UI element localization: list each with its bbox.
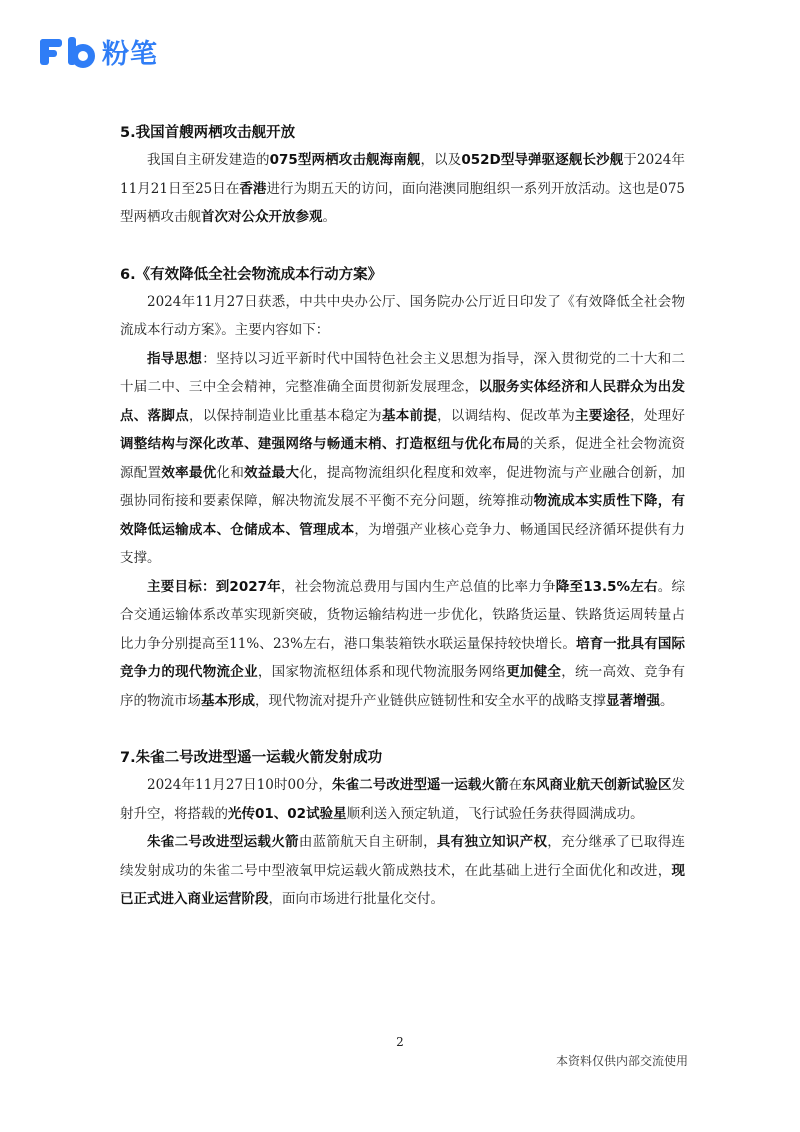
section-title: 7.朱雀二号改进型遥一运载火箭发射成功 [120,750,383,766]
bold-run: 朱雀二号改进型运载火箭 [147,834,299,850]
brand-logo [38,32,158,71]
bold-run: 指导思想 [147,350,203,367]
text-run: 。 [322,209,336,225]
footer-note: 本资料仅供内部交流使用 [555,1054,688,1068]
bold-run: 显著增强 [606,692,660,709]
paragraph [120,288,685,345]
bold-run: 以服务实体经济和人民群众为出发点、落脚点 [120,379,686,424]
bold-run: 调整结构与深化改革、建强网络与畅通末梢、打造枢纽与优化布局 [120,436,520,452]
bold-run: 东风商业航天创新试验区 [522,777,672,793]
bold-run: 朱雀二号改进型遥一运载火箭 [331,777,509,793]
fb-logo-icon [38,35,96,69]
paragraph [120,771,685,828]
section-3 [120,745,685,914]
text-run: ，社会物流总费用与国内生产总值的比率力争 [280,578,556,595]
section-title: 5.我国首艘两栖攻击舰开放 [120,125,296,141]
text-run: 顺利送入预定轨道，飞行试验任务获得圆满成功。 [346,805,644,822]
text-run: ，以及 [420,152,462,168]
text-run: ，统一高效、竞争有序的物流市场 [120,664,686,709]
bold-run: 052D型导弹驱逐舰长沙舰 [461,152,624,168]
document-body [120,120,685,944]
bold-run: 光传01、02试验星 [228,805,347,822]
paragraph [120,146,685,232]
bold-run: 075型两栖攻击舰海南舰 [269,152,421,168]
text-run: 我国自主研发建造的 [147,152,270,168]
section-title: 6.《有效降低全社会物流成本行动方案》 [120,266,383,283]
bold-run: 效率最优 [161,464,217,481]
text-run: ，充分继承了已取得连续发射成功的朱雀二号中型液氧甲烷运载火箭成熟技术，在此基础上进行全面优化和改进， [120,834,686,879]
bold-run: 基本前提 [381,407,438,424]
text-run: ，现代物流对提升产业链供应链韧性和安全水平的战略支撑 [255,692,606,709]
bold-run: 物流成本实质性下降，有效降低运输成本、仓储成本、管理成本 [120,493,685,538]
text-run: ：坚持以习近平新时代中国特色社会主义思想为指导，深入贯彻党的二十大和二十届二中、三中全会精神，完整准确全面贯彻新发展理念， [120,350,686,395]
bold-run: 降至13.5%左右 [555,578,658,595]
page-number: 2 [396,1035,404,1049]
bold-run: 效益最大 [244,464,300,481]
text-run: ，以保持制造业比重基本稳定为 [188,407,382,424]
bold-run: 具有独立知识产权 [436,834,548,850]
bold-run: 培育一批具有国际竞争力的现代物流企业 [120,635,686,680]
section-2 [120,262,685,716]
text-run: 。 [660,692,674,709]
bold-run: 香港 [239,180,267,197]
paragraph [120,573,685,716]
text-run: ，国家物流枢纽体系和现代物流服务网络 [257,664,507,680]
bold-run: 主要目标：到2027年 [147,578,281,595]
text-run: ，面向市场进行批量化交付。 [268,891,444,907]
logo-text: 粉笔 [102,39,158,70]
text-run: ，以调结构、促改革为 [437,407,575,424]
paragraph [120,828,685,914]
text-run: ，为增强产业核心竞争力、畅通国民经济循环提供有力支撑。 [120,521,686,566]
text-run: 在 [508,777,523,793]
text-run: 于2024年11月21日至25日在 [120,152,686,197]
bold-run: 基本形成 [201,692,255,709]
bold-run: 主要途径 [575,407,631,424]
text-run: 发射升空，将搭载的 [120,777,686,822]
bold-run: 首次对公众开放参观 [201,209,323,225]
bold-run: 现已正式进入商业运营阶段 [120,862,685,907]
text-run: 化，提高物流组织化程度和效率，促进物流与产业融合创新，加强协同衔接和要素保障，解决物流发展不平衡不充分问题，统筹推动 [120,464,686,509]
text-run: 的关系，促进全社会物流资源配置 [120,436,686,481]
paragraph [120,345,685,573]
bold-run: 更加健全 [506,664,562,680]
text-run: ，处理好 [630,407,686,424]
text-run: 2024年11月27日10时00分， [147,777,332,793]
text-run: 2024年11月27日获悉，中共中央办公厅、国务院办公厅近日印发了《有效降低全社会物流成本行动方案》。主要内容如下： [120,293,685,338]
text-run: 。综合交通运输体系改革实现新突破，货物运输结构进一步优化，铁路货运量、铁路货运周转量占比力争分别提高至11%、23%左右，港口集装箱铁水联运量保持较快增长。 [120,578,686,652]
text-run: 由蓝箭航天自主研制， [298,834,437,850]
text-run: 进行为期五天的访问，面向港澳同胞组织一系列开放活动。这也是075型两栖攻击舰 [120,180,685,225]
section-1 [120,120,685,232]
text-run: 化和 [216,464,245,481]
